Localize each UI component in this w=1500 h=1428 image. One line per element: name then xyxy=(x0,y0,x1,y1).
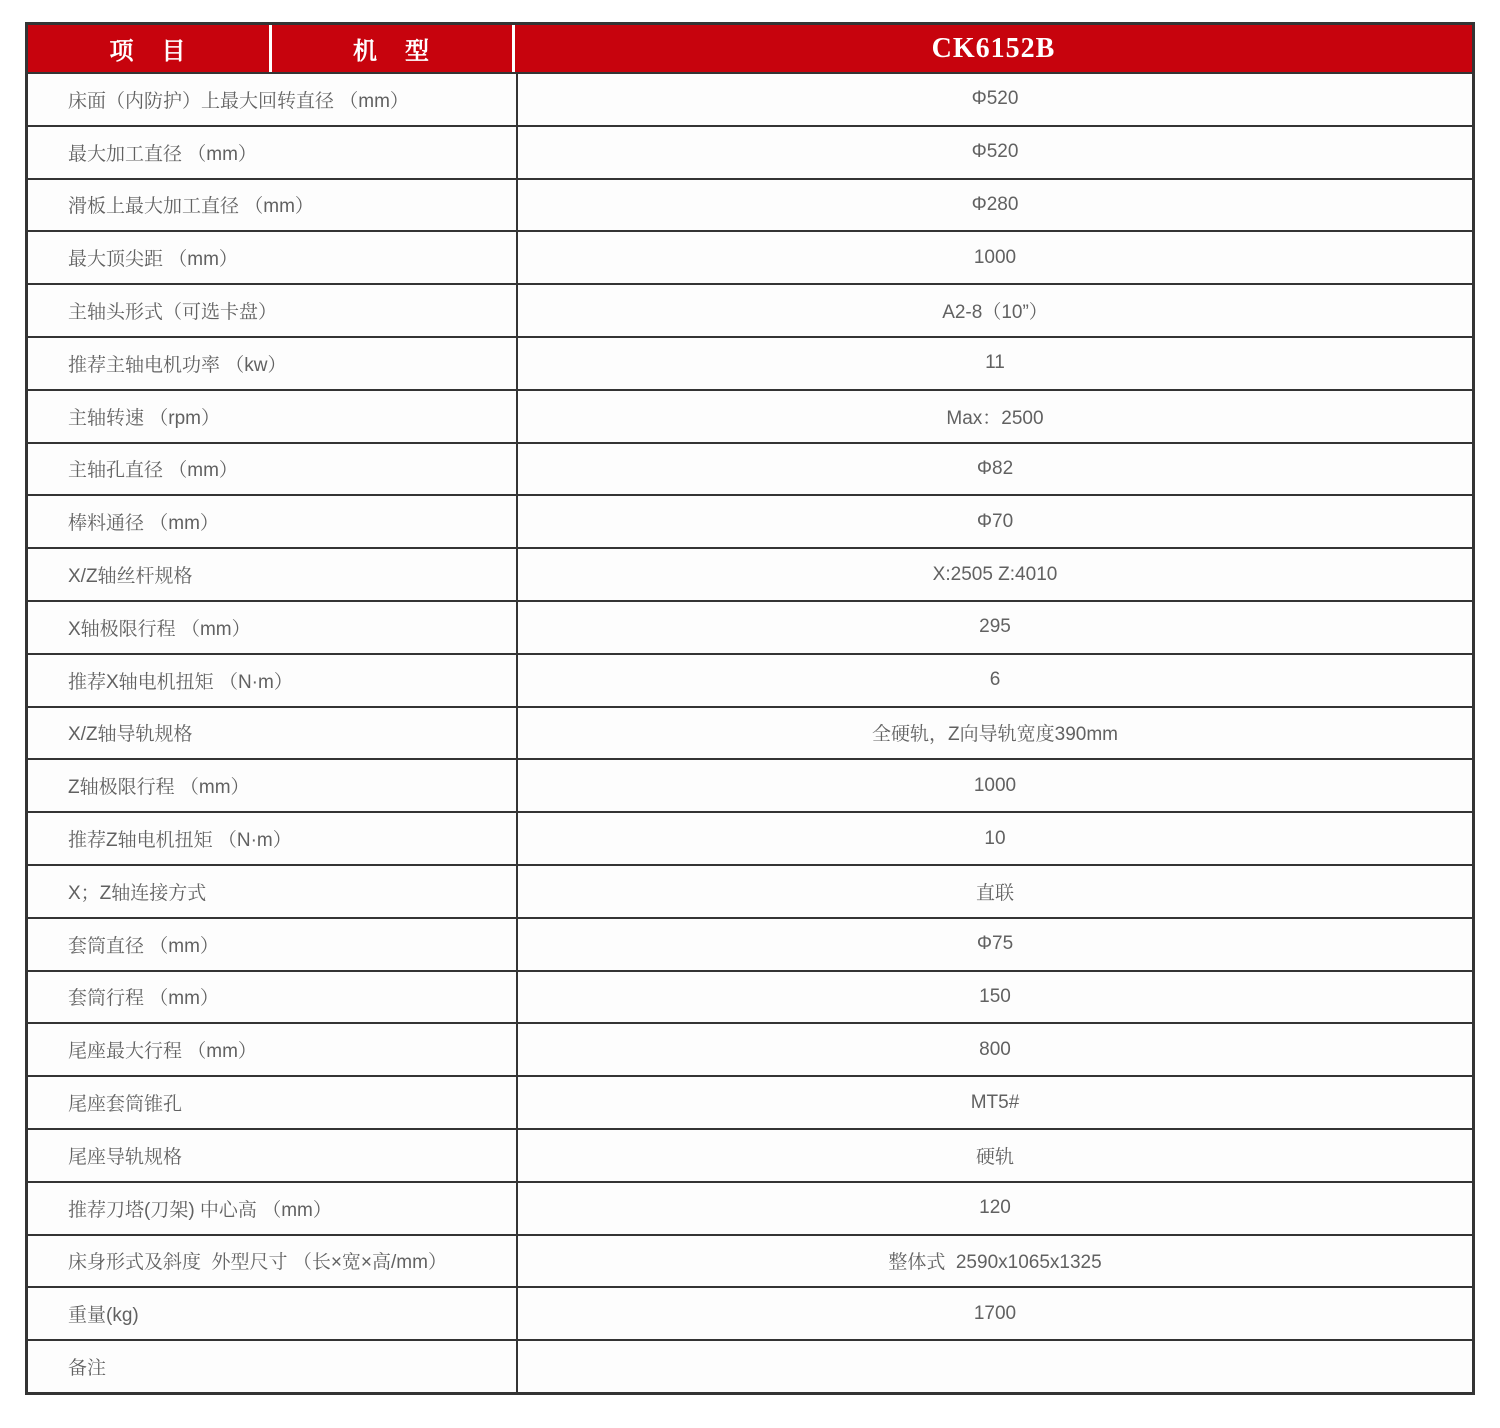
table-row xyxy=(28,336,1472,389)
header-cell-model-value: CK6152B xyxy=(931,32,1056,64)
row-label: 推荐刀塔(刀架) 中心高 （mm） xyxy=(28,1183,518,1234)
row-label: 重量(kg) xyxy=(28,1288,518,1339)
header-cell-model: 机 型 xyxy=(272,25,515,72)
table-row xyxy=(28,811,1472,864)
row-value: Φ520 xyxy=(971,141,1019,163)
row-label: 主轴孔直径 （mm） xyxy=(28,444,518,495)
row-value: 10 xyxy=(984,827,1006,849)
row-label: 床身形式及斜度 外型尺寸 （长×宽×高/mm） xyxy=(28,1236,518,1287)
row-label: 备注 xyxy=(28,1341,518,1392)
row-value: 6 xyxy=(989,669,1001,691)
row-value: 295 xyxy=(979,616,1011,638)
row-label: 推荐主轴电机功率 （kw） xyxy=(28,338,518,389)
row-value: 150 xyxy=(979,985,1011,1007)
row-label: X轴极限行程 （mm） xyxy=(28,602,518,653)
row-value: Φ75 xyxy=(976,933,1014,955)
table-row xyxy=(28,758,1472,811)
row-label: X/Z轴丝杆规格 xyxy=(28,549,518,600)
table-row xyxy=(28,283,1472,336)
row-label: Z轴极限行程 （mm） xyxy=(28,760,518,811)
table-row xyxy=(28,917,1472,970)
row-value: 全硬轨，Z向导轨宽度390mm xyxy=(872,724,1118,746)
table-row xyxy=(28,178,1472,231)
table-row xyxy=(28,1022,1472,1075)
row-label: 推荐X轴电机扭矩 （N·m） xyxy=(28,655,518,706)
row-value: 整体式 2590x1065x1325 xyxy=(888,1252,1102,1274)
row-value: 11 xyxy=(985,352,1005,374)
row-label: 主轴头形式（可选卡盘） xyxy=(28,285,518,336)
spec-table xyxy=(25,22,1475,1395)
row-value: 1000 xyxy=(973,246,1017,268)
header-cell-item: 项 目 xyxy=(28,25,272,72)
row-value: Φ520 xyxy=(971,88,1019,110)
row-label: X/Z轴导轨规格 xyxy=(28,708,518,759)
row-label: 尾座套筒锥孔 xyxy=(28,1077,518,1128)
table-row xyxy=(28,1286,1472,1339)
table-row xyxy=(28,1339,1472,1392)
row-value: MT5# xyxy=(970,1091,1020,1113)
row-value: A2-8（10”） xyxy=(942,302,1048,324)
table-row xyxy=(28,442,1472,495)
table-row xyxy=(28,864,1472,917)
table-row xyxy=(28,125,1472,178)
row-label: 套筒直径 （mm） xyxy=(28,919,518,970)
row-label: 尾座最大行程 （mm） xyxy=(28,1024,518,1075)
table-row xyxy=(28,389,1472,442)
table-row xyxy=(28,706,1472,759)
row-label: X；Z轴连接方式 xyxy=(28,866,518,917)
row-label: 尾座导轨规格 xyxy=(28,1130,518,1181)
table-row xyxy=(28,600,1472,653)
table-row xyxy=(28,230,1472,283)
row-value: X:2505 Z:4010 xyxy=(932,563,1058,585)
table-row xyxy=(28,547,1472,600)
row-value: 直联 xyxy=(975,882,1014,904)
row-value xyxy=(518,1341,1472,1392)
table-row xyxy=(28,970,1472,1023)
table-row xyxy=(28,494,1472,547)
table-row xyxy=(28,1234,1472,1287)
row-value: Φ82 xyxy=(976,457,1014,479)
row-value: 1000 xyxy=(973,774,1017,796)
row-label: 主轴转速 （rpm） xyxy=(28,391,518,442)
row-value: Max：2500 xyxy=(946,407,1044,429)
row-value: 1700 xyxy=(973,1302,1017,1324)
row-label: 滑板上最大加工直径 （mm） xyxy=(28,180,518,231)
table-row xyxy=(28,72,1472,125)
row-label: 最大加工直径 （mm） xyxy=(28,127,518,178)
row-value: 硬轨 xyxy=(975,1146,1014,1168)
table-row xyxy=(28,653,1472,706)
row-label: 棒料通径 （mm） xyxy=(28,496,518,547)
row-label: 推荐Z轴电机扭矩 （N·m） xyxy=(28,813,518,864)
row-value: Φ70 xyxy=(976,510,1014,532)
row-label: 套筒行程 （mm） xyxy=(28,972,518,1023)
row-label: 床面（内防护）上最大回转直径 （mm） xyxy=(28,74,518,125)
row-label: 最大顶尖距 （mm） xyxy=(28,232,518,283)
row-value: Φ280 xyxy=(971,193,1019,215)
table-body xyxy=(28,72,1472,1392)
table-row xyxy=(28,1075,1472,1128)
row-value: 120 xyxy=(979,1197,1011,1219)
table-row xyxy=(28,1128,1472,1181)
row-value: 800 xyxy=(979,1038,1011,1060)
table-row xyxy=(28,1181,1472,1234)
table-header-row xyxy=(28,25,1472,72)
